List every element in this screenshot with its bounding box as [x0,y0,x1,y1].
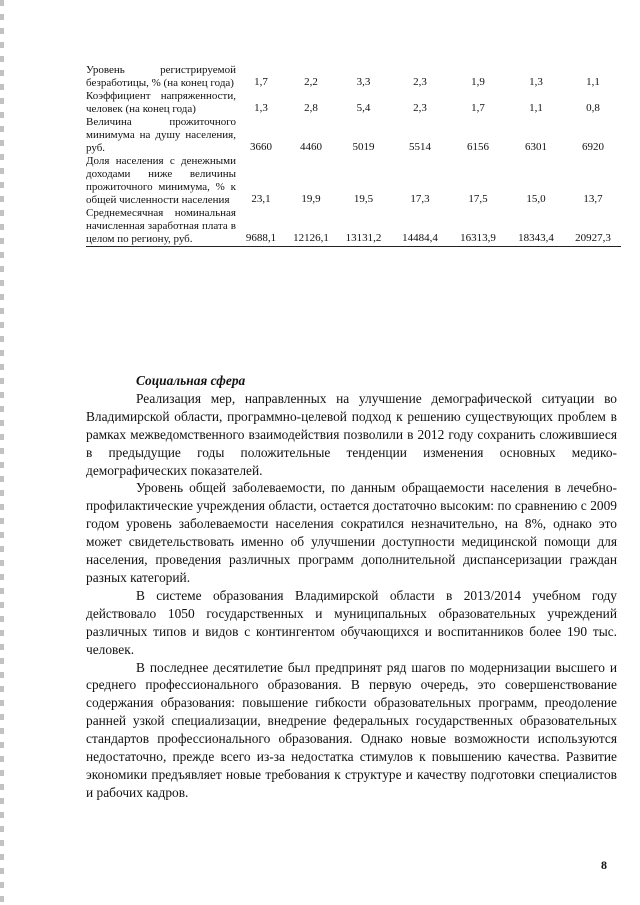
table-row-subsistence-minimum [86,116,621,155]
table-cell: 3660 [250,141,272,153]
section-heading: Социальная сфера [136,373,246,388]
row-label: Доля населения с денежными доходами ниже величины прожиточного минимума, % к общей численности населения [86,155,236,206]
row-label: Среднемесячная номинальная начисленная заработная плата в целом по региону, руб. [86,207,236,245]
table-cell: 0,8 [586,102,600,114]
table-cell: 1,9 [471,76,485,88]
table-cell: 1,1 [529,102,543,114]
table-cell: 15,0 [526,193,546,205]
table-cell: 6156 [467,141,489,153]
table-cell: 13131,2 [336,207,391,247]
statistics-table [86,64,621,247]
table-cell: 6301 [525,141,547,153]
table-cell: 2,3 [413,76,427,88]
table-row-tension-coefficient [86,90,621,116]
table-cell: 1,7 [471,102,485,114]
table-cell: 5019 [352,141,375,153]
binder-edge-marks [0,0,4,905]
table-cell: 5,4 [356,102,371,114]
table-cell: 13,7 [583,193,603,205]
table-cell: 19,9 [301,193,321,205]
table-cell: 16313,9 [449,207,507,247]
table-cell: 20927,3 [565,207,621,247]
table-row-unemployment [86,64,621,90]
table-cell: 4460 [300,141,322,153]
row-label: Уровень регистрируемой безработицы, % (на конец года) [86,64,236,89]
table-cell: 2,8 [304,102,318,114]
paragraph-demography: Реализация мер, направленных на улучшение демографической ситуации во Владимирской области, программно-целевой подход к решению существующих проблем в рамках межведомственного взаимодействия позволили в 2012 году сохранить сложившиеся в предыдущие годы положительные тенденции изменения основных медико-демографических показателей. [86,390,617,478]
table-cell: 14484,4 [391,207,449,247]
table-cell: 6920 [582,141,604,153]
table-cell: 1,3 [529,76,543,88]
table-cell: 9688,1 [236,207,286,247]
table-cell: 12126,1 [286,207,336,247]
table-cell: 2,2 [304,76,318,88]
table-cell: 1,7 [254,76,268,88]
table-cell: 5514 [409,141,431,153]
row-label: Величина прожиточного минимума на душу населения, руб. [86,116,236,154]
table-cell: 1,1 [586,76,600,88]
table-cell: 18343,4 [507,207,565,247]
table-row-poverty-share [86,155,621,207]
table-cell: 3,3 [356,76,371,88]
body-text [86,372,617,802]
table-cell: 17,3 [410,193,430,205]
paragraph-education-system: В системе образования Владимирской области в 2013/2014 учебном году действовало 1050 государственных и муниципальных образовательных учреждений различных типов и видов с контингентом обучающихся и воспитанников более 190 тыс. человек. [86,587,617,657]
table-cell: 2,3 [413,102,427,114]
paragraph-morbidity: Уровень общей заболеваемости, по данным обращаемости населения в лечебно-профилактические учреждения области, остается достаточно высоким: по сравнению с 2009 годом уровень заболеваемости населения сократился незначительно, на 8%, однако это может свидетельствовать именно об улучшении доступности медицинской помощи для населения, проведения различных программ дополнительной диспансеризации граждан разных категорий. [86,480,617,585]
paragraph-education-modernization: В последнее десятилетие был предпринят ряд шагов по модернизации высшего и среднего профессионального образования. В первую очередь, это совершенствование содержания образования: повышение гибкости образовательных программ, преодоление ранней узкой специализации, внедрение федеральных государственных образовательных стандартов профессионального образования. Однако новые возможности используются недостаточно, прежде всего из-за недостатка стимулов к повышению качества. Развитие экономики предъявляет новые требования к структуре и качеству подготовки специалистов и рабочих кадров. [86,659,617,800]
table-cell: 19,5 [353,193,374,205]
page-number: 8 [601,858,607,872]
table-cell: 1,3 [254,102,268,114]
table-row-average-wage [86,207,621,247]
table-cell: 17,5 [468,193,488,205]
row-label: Коэффициент напряженности, человек (на конец года) [86,90,236,115]
table-cell: 23,1 [251,193,271,205]
